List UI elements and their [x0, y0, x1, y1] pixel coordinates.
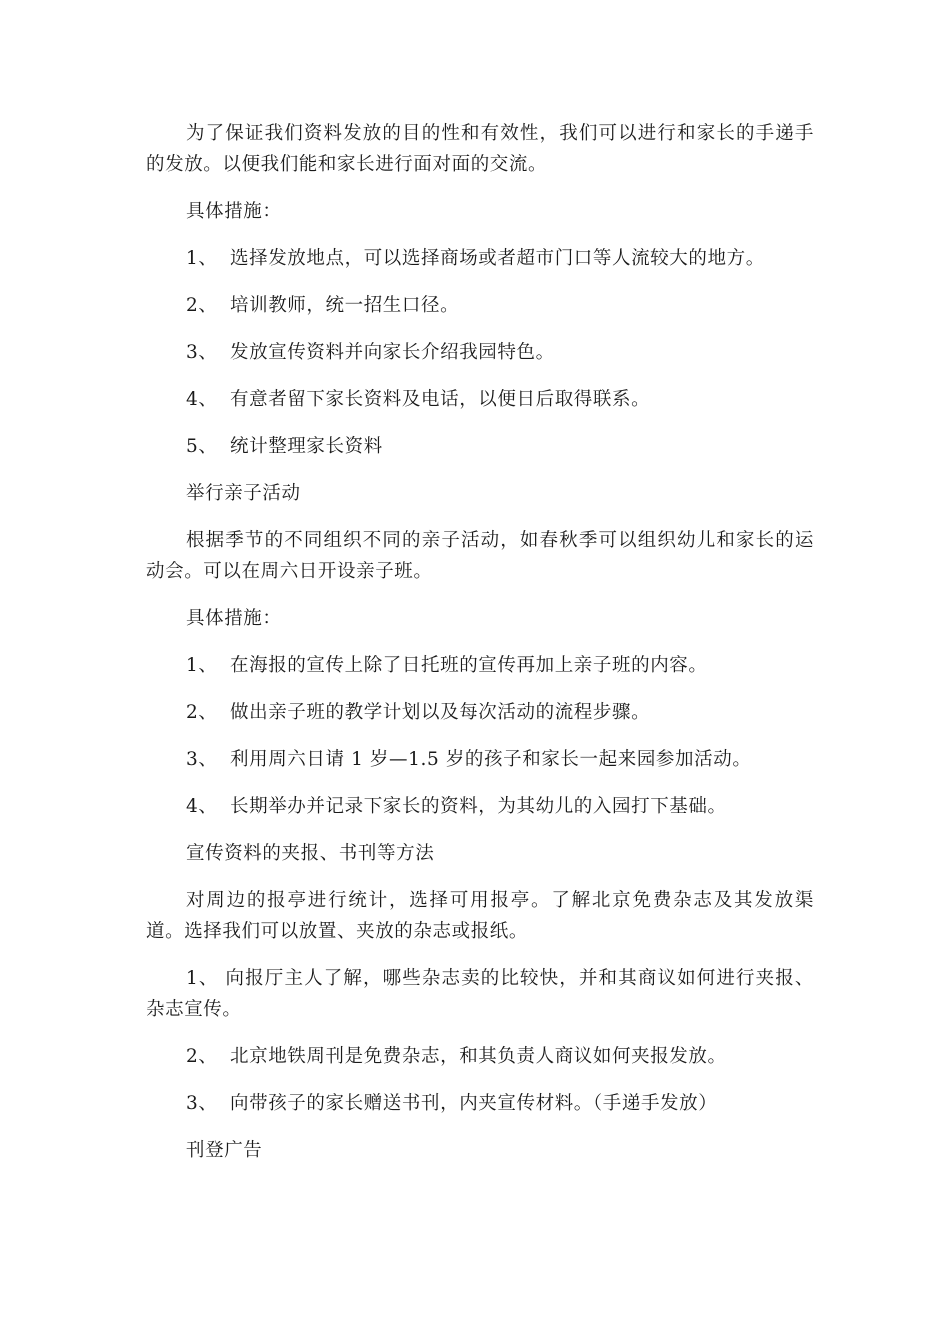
- list-number: 2、: [186, 702, 218, 723]
- list-text: 有意者留下家长资料及电话，以便日后取得联系。: [230, 389, 651, 410]
- list-text: 长期举办并记录下家长的资料，为其幼儿的入园打下基础。: [230, 796, 727, 817]
- list-number: 4、: [186, 796, 218, 817]
- document-body: [146, 118, 814, 1166]
- list-item: [146, 1041, 814, 1072]
- section-heading: 刊登广告: [186, 1140, 263, 1161]
- list-text: 培训教师，统一招生口径。: [230, 295, 460, 316]
- list-item: [146, 290, 814, 321]
- list-number: 1、: [186, 248, 218, 269]
- paragraph: 1、 向报厅主人了解，哪些杂志卖的比较快，并和其商议如何进行夹报、杂志宣传。: [146, 968, 814, 1020]
- list-number: 1、: [186, 655, 218, 676]
- list-number: 4、: [186, 389, 218, 410]
- list-text: 向带孩子的家长赠送书刊，内夹宣传材料。（手递手发放）: [230, 1093, 718, 1114]
- list-item: [146, 243, 814, 274]
- section-heading: 举行亲子活动: [186, 483, 301, 504]
- list-item: [146, 337, 814, 368]
- list-item: [146, 697, 814, 728]
- list-item: [146, 1088, 814, 1119]
- list-number: 5、: [186, 436, 218, 457]
- section-heading: 宣传资料的夹报、书刊等方法: [186, 843, 435, 864]
- list-number: 3、: [186, 749, 218, 770]
- paragraph: 根据季节的不同组织不同的亲子活动，如春秋季可以组织幼儿和家长的运动会。可以在周六日开设亲子班。: [146, 530, 814, 582]
- list-number: 2、: [186, 1046, 218, 1067]
- list-item: [146, 650, 814, 681]
- measures-heading: 具体措施：: [186, 201, 282, 222]
- list-text: 选择发放地点，可以选择商场或者超市门口等人流较大的地方。: [230, 248, 765, 269]
- list-number: 3、: [186, 342, 218, 363]
- list-item: [146, 431, 814, 462]
- list-number: 3、: [186, 1093, 218, 1114]
- list-item: [146, 744, 814, 775]
- list-text: 统计整理家长资料: [230, 436, 383, 457]
- list-text: 做出亲子班的教学计划以及每次活动的流程步骤。: [230, 702, 651, 723]
- list-text: 利用周六日请 1 岁—1.5 岁的孩子和家长一起来园参加活动。: [230, 749, 752, 770]
- list-text: 发放宣传资料并向家长介绍我园特色。: [230, 342, 555, 363]
- list-item: [146, 384, 814, 415]
- paragraph: 为了保证我们资料发放的目的性和有效性，我们可以进行和家长的手递手的发放。以便我们能和家长进行面对面的交流。: [146, 123, 814, 175]
- list-text: 在海报的宣传上除了日托班的宣传再加上亲子班的内容。: [230, 655, 708, 676]
- list-text: 北京地铁周刊是免费杂志，和其负责人商议如何夹报发放。: [230, 1046, 727, 1067]
- paragraph: 对周边的报亭进行统计，选择可用报亭。了解北京免费杂志及其发放渠道。选择我们可以放置、夹放的杂志或报纸。: [146, 890, 814, 942]
- measures-heading: 具体措施：: [186, 608, 282, 629]
- list-number: 2、: [186, 295, 218, 316]
- list-item: [146, 791, 814, 822]
